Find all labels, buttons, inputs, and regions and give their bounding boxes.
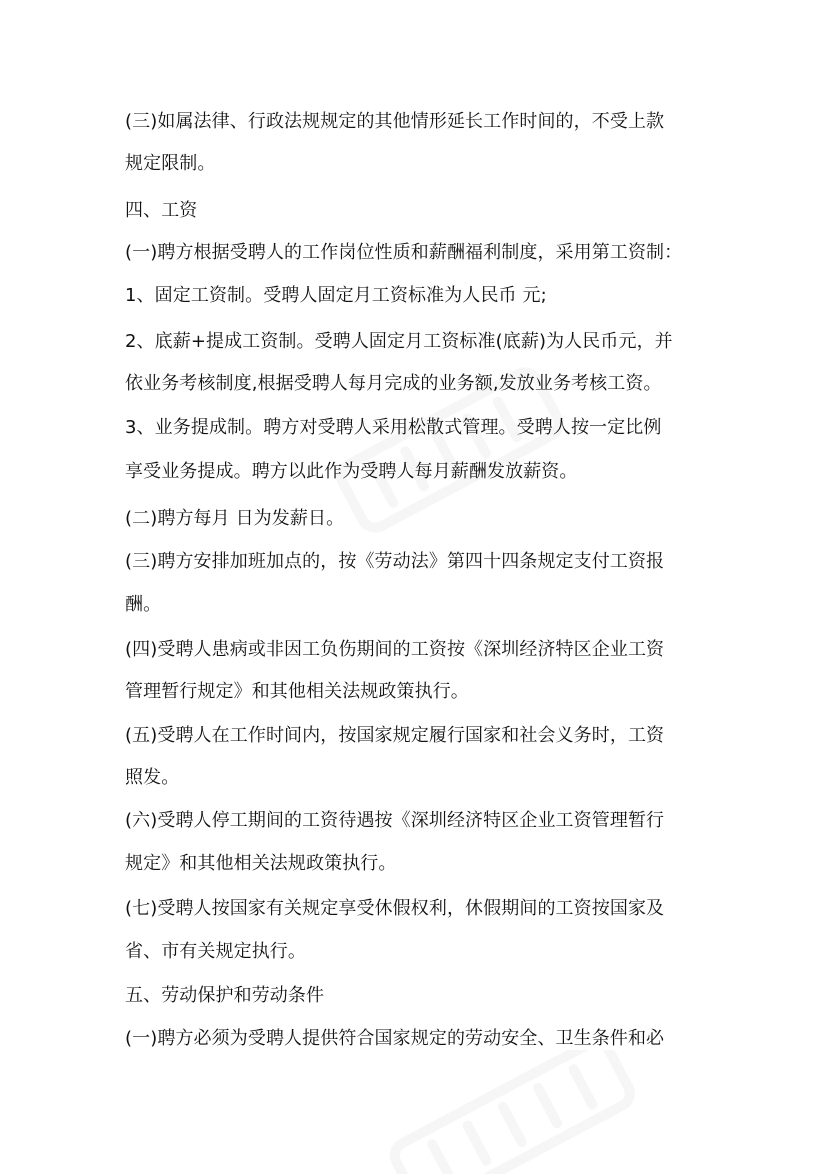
text-line: 规定》和其他相关法规政策执行。 (125, 853, 397, 874)
text-line: 酬。 (125, 594, 162, 615)
text-line: (七)受聘人按国家有关规定享受休假权利，休假期间的工资按国家及 (125, 898, 665, 919)
text-line: (一)聘方必须为受聘人提供符合国家规定的劳动安全、卫生条件和必 (125, 1028, 665, 1049)
text-line: 照发。 (125, 767, 180, 788)
text-line: (三)聘方安排加班加点的，按《劳动法》第四十四条规定支付工资报 (125, 551, 665, 572)
text-line: (四)受聘人患病或非因工负伤期间的工资按《深圳经济特区企业工资 (125, 639, 665, 660)
text-line: (二)聘方每月 日为发薪日。 (125, 508, 345, 529)
text-line: 规定限制。 (125, 153, 216, 174)
section-heading: 五、劳动保护和劳动条件 (125, 985, 325, 1006)
section-heading: 四、工资 (125, 200, 198, 221)
text-line: (三)如属法律、行政法规规定的其他情形延长工作时间的，不受上款 (125, 111, 665, 132)
text-line: 享受业务提成。聘方以此作为受聘人每月薪酬发放薪资。 (125, 461, 578, 482)
text-line: 2、底薪+提成工资制。受聘人固定月工资标准(底薪)为人民币元，并 (125, 331, 673, 352)
text-line: (一)聘方根据受聘人的工作岗位性质和薪酬福利制度，采用第工资制： (125, 242, 683, 263)
text-line: (六)受聘人停工期间的工资待遇按《深圳经济特区企业工资管理暂行 (125, 810, 665, 831)
text-line: 1、固定工资制。受聘人固定月工资标准为人民币 元; (125, 285, 547, 306)
watermark-logo-icon (350, 1050, 670, 1174)
text-line: (五)受聘人在工作时间内，按国家规定履行国家和社会义务时，工资 (125, 725, 665, 746)
text-line: 管理暂行规定》和其他相关法规政策执行。 (125, 681, 469, 702)
text-line: 3、业务提成制。聘方对受聘人采用松散式管理。受聘人按一定比例 (125, 417, 662, 438)
text-line: 依业务考核制度,根据受聘人每月完成的业务额,发放业务考核工资。 (125, 373, 662, 394)
text-line: 省、市有关规定执行。 (125, 941, 306, 962)
